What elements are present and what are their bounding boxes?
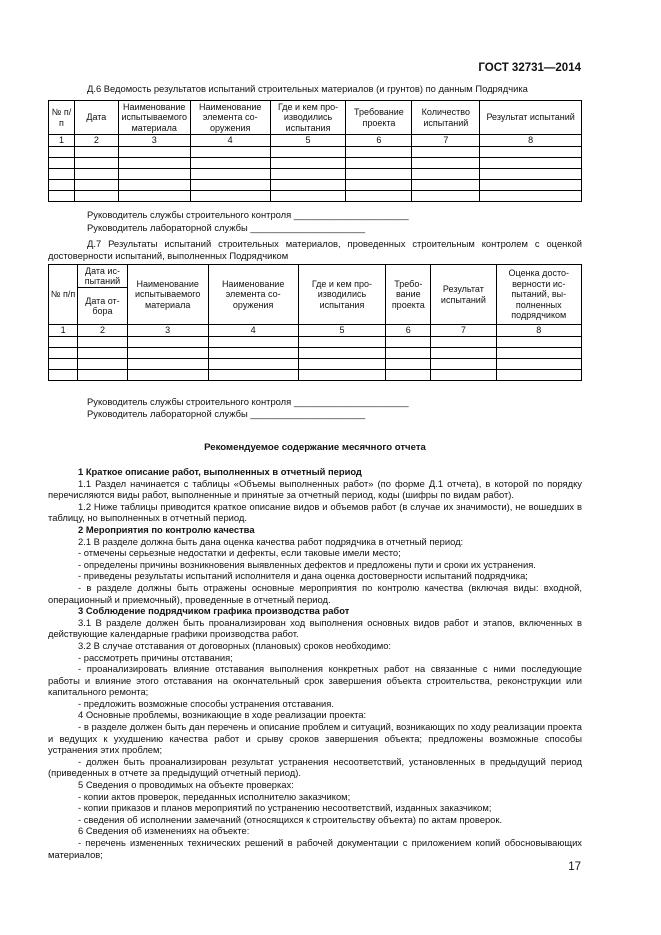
table-cell [49,168,75,179]
table-cell [270,179,346,190]
table-cell [431,336,496,347]
column-number: 7 [412,135,480,147]
paragraph: 1.2 Ниже таблицы приводится краткое описание видов и объемов работ (в случае их значимости), не вошедших в таблицу, но выполненных в отчетный период. [48,500,582,524]
table-cell [190,146,270,157]
d7-signature-control: Руководитель службы строительного контроля ______________________ [87,396,409,407]
report-body [48,466,582,860]
table-cell [74,168,118,179]
table-d7-caption [48,238,582,262]
table-cell [190,157,270,168]
table-cell [298,358,386,369]
table-cell [298,369,386,380]
table-cell [431,347,496,358]
table-cell [386,347,431,358]
table-row [49,146,582,157]
table-cell [496,336,582,347]
table-row [49,168,582,179]
list-item: - отмечены серьезные недостатки и дефекты, если таковые имели место; [78,547,401,559]
table-row [49,369,582,380]
column-header: Наименование испытываемого материала [118,101,190,135]
table-cell [480,179,582,190]
table-cell [496,358,582,369]
d6-signature-control: Руководитель службы строительного контроля ______________________ [87,209,409,220]
table-cell [127,358,208,369]
paragraph: 5 Сведения о проводимых на объекте проверках: [78,779,294,791]
column-number: 8 [480,135,582,147]
table-cell [412,190,480,201]
section-title: 3 Соблюдение подрядчиком графика производства работ [78,605,350,617]
column-number: 3 [118,135,190,147]
table-row [49,347,582,358]
table-cell [78,336,127,347]
list-item: - предложить возможные способы устранения отставания. [78,697,334,709]
column-number: 7 [431,325,496,337]
table-cell [480,168,582,179]
table-cell [74,157,118,168]
table-cell [270,146,346,157]
paragraph: 6 Сведения об изменениях на объекте: [78,825,250,837]
paragraph: 3.2 В случае отставания от договорных (плановых) сроков необходимо: [78,639,392,651]
column-number: 5 [298,325,386,337]
table-cell [298,336,386,347]
list-item: - сведения об исполнении замечаний (относящихся к строительству объекта) по актам проверок. [78,813,503,825]
column-header: Требо-вание проекта [386,265,431,325]
table-cell [118,190,190,201]
column-header: Дата [74,101,118,135]
list-item: - должен быть проанализирован результат устранения несоответствий, установленных в предыдущий период (приведенных в отчете за предыдущий отчетный период). [48,755,582,779]
column-number: 8 [496,325,582,337]
table-cell [49,190,75,201]
table-cell [118,146,190,157]
list-item: - копии приказов и планов мероприятий по устранению несоответствий, изданных заказчиком; [78,802,492,814]
table-row [49,336,582,347]
column-header: Наименование элемента со-оружения [190,101,270,135]
column-number: 2 [74,135,118,147]
table-cell [480,146,582,157]
column-number: 6 [346,135,412,147]
table-cell [49,347,78,358]
paragraph: 2.1 В разделе должна быть дана оценка качества работ подрядчика в отчетный период: [78,535,464,547]
table-cell [127,347,208,358]
table-d7-caption-text: Д.7 Результаты испытаний строительных материалов, проведенных строительным контролем с оценкой достоверности испытаний, выполненных Подрядчиком [48,238,582,261]
page-number: 17 [568,861,581,873]
table-row [49,358,582,369]
list-item: - в разделе должны быть отражены основные мероприятия по контролю качества (включая виды: входной, операционный и приемочный), проведенные в отчетный период. [48,581,582,605]
list-item: - копии актов проверок, переданных исполнителю заказчиком; [78,790,351,802]
column-header: Требование проекта [346,101,412,135]
table-cell [49,179,75,190]
column-header: № п/п [49,265,78,325]
table-cell [431,358,496,369]
column-header: № п/п [49,101,75,135]
table-cell [118,157,190,168]
column-header: Где и кем про-изводились испытания [270,101,346,135]
column-number-row [49,325,582,337]
table-d6 [48,100,582,202]
table-cell [190,168,270,179]
table-cell [78,369,127,380]
table-cell [74,179,118,190]
column-number: 1 [49,325,78,337]
table-cell [78,358,127,369]
table-cell [480,157,582,168]
list-item: - определены причины возникновения выявленных дефектов и предложены пути и сроки их устранения. [78,558,536,570]
section-title: 2 Мероприятия по контролю качества [78,523,255,535]
table-cell [78,347,127,358]
table-cell [412,179,480,190]
column-header: Количество испытаний [412,101,480,135]
column-header: Оценка досто-верности ис-пытаний, вы-полненных подрядчиком [496,265,582,325]
list-item: - перечень измененных технических решений в рабочей документации с приложением копий обосновывающих материалов; [48,837,582,860]
table-cell [127,336,208,347]
table-cell [49,336,78,347]
d7-signature-lab: Руководитель лабораторной службы ______________________ [87,408,366,419]
table-cell [496,369,582,380]
table-cell [74,190,118,201]
table-cell [386,336,431,347]
column-header: Наименование испытываемого материала [127,265,208,325]
table-cell [74,146,118,157]
table-cell [386,369,431,380]
table-cell [270,157,346,168]
table-cell [412,168,480,179]
table-cell [412,146,480,157]
table-cell [298,347,386,358]
column-number: 3 [127,325,208,337]
section-title: 1 Краткое описание работ, выполненных в отчетный период [78,466,362,477]
report-title: Рекомендуемое содержание месячного отчета [204,442,426,453]
table-cell [346,190,412,201]
column-number: 1 [49,135,75,147]
column-header: Дата ис-пытаний [78,265,127,288]
table-cell [190,190,270,201]
paragraph: 3.1 В разделе должен быть проанализирован ход выполнения основных видов работ и этапов, включенных в действующие календарные графики производства работ. [48,616,582,640]
table-row [49,190,582,201]
table-cell [49,146,75,157]
table-header-row [49,101,582,135]
column-header: Наименование элемента со-оружения [208,265,298,325]
column-header: Дата от-бора [78,288,127,325]
column-number: 4 [208,325,298,337]
column-header: Результат испытаний [480,101,582,135]
table-cell [118,168,190,179]
column-number: 5 [270,135,346,147]
table-cell [49,369,78,380]
table-cell [346,168,412,179]
table-cell [49,358,78,369]
table-cell [208,347,298,358]
table-header-row [49,265,582,288]
table-cell [190,179,270,190]
table-row [49,179,582,190]
d6-signature-lab: Руководитель лабораторной службы ______________________ [87,222,366,233]
paragraph: 1.1 Раздел начинается с таблицы «Объемы выполненных работ» (по форме Д.1 отчета), в которой по порядку перечисляются виды работ, выполненные и принятые за отчетный период, коды (шифры по видам работ). [48,477,582,501]
column-number: 2 [78,325,127,337]
table-cell [386,358,431,369]
column-number: 6 [386,325,431,337]
table-cell [431,369,496,380]
list-item: - рассмотреть причины отставания; [78,651,233,663]
table-cell [127,369,208,380]
paragraph: 4 Основные проблемы, возникающие в ходе реализации проекта: [78,709,367,721]
table-cell [346,179,412,190]
table-row [49,157,582,168]
column-number: 4 [190,135,270,147]
table-cell [118,179,190,190]
table-cell [208,336,298,347]
table-d6-caption: Д.6 Ведомость результатов испытаний строительных материалов (и грунтов) по данным Подрядчика [87,83,528,94]
table-cell [49,157,75,168]
table-cell [208,358,298,369]
table-cell [346,157,412,168]
list-item: - проанализировать влияние отставания выполнения конкретных работ на связанные с ними последующие работы и влияние этого отставания на окончательный срок завершения объекта строительства, реконструкции или капитального ремонта; [48,663,582,698]
table-cell [208,369,298,380]
list-item: - приведены результаты испытаний исполнителя и дана оценка достоверности испытаний подрядчика; [78,570,528,582]
document-header: ГОСТ 32731—2014 [478,62,581,74]
table-cell [496,347,582,358]
table-d7 [48,264,582,381]
column-number-row [49,135,582,147]
column-header: Результат испытаний [431,265,496,325]
list-item: - в разделе должен быть дан перечень и описание проблем и ситуаций, возникающих по ходу реализации проекта и ведущих к ухудшению качества работ и срыву сроков завершения объекта; предложены возможные способы устранения этих проблем; [48,721,582,756]
table-cell [412,157,480,168]
table-cell [270,190,346,201]
table-cell [270,168,346,179]
table-cell [346,146,412,157]
table-cell [480,190,582,201]
column-header: Где и кем про-изводились испытания [298,265,386,325]
